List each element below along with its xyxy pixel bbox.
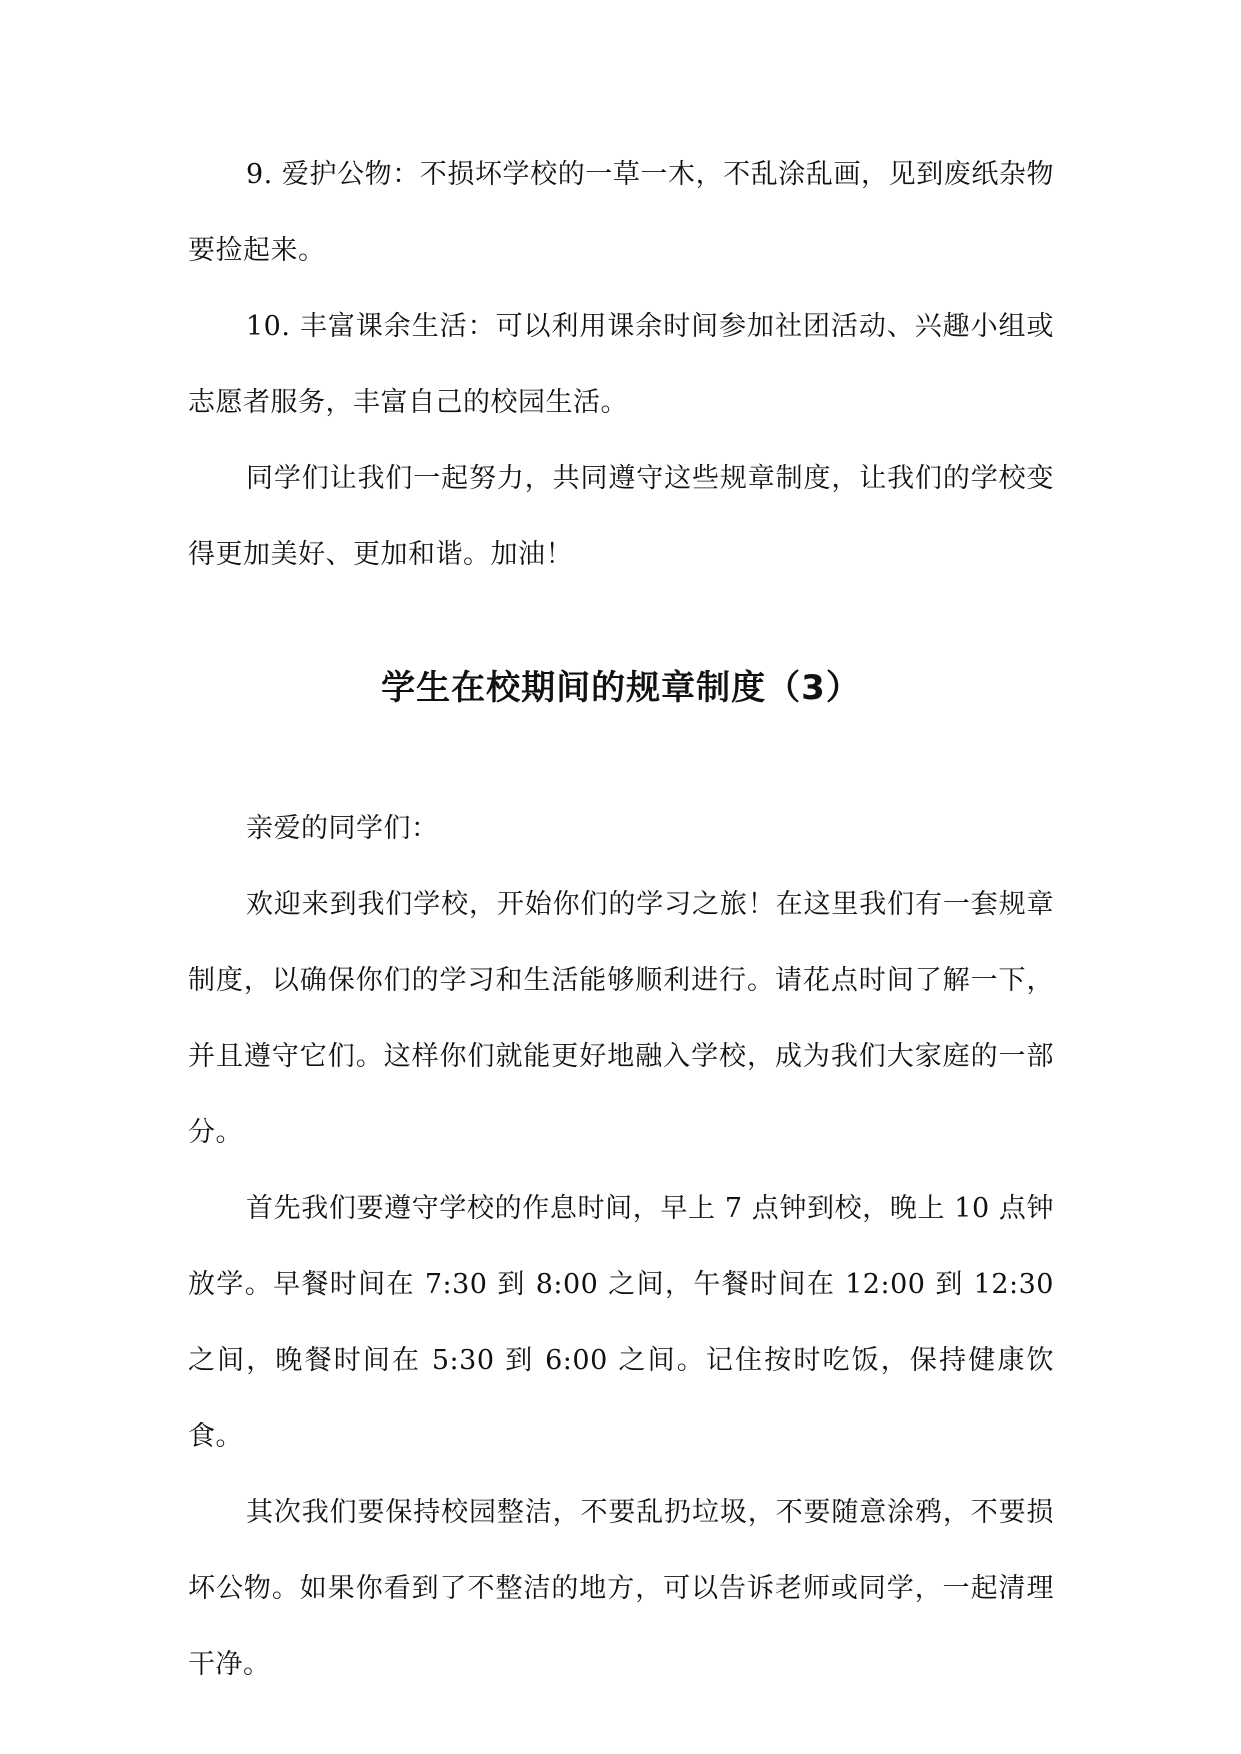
paragraph-welcome: 欢迎来到我们学校，开始你们的学习之旅！在这里我们有一套规章制度，以确保你们的学习和生活能够顺利进行。请花点时间了解一下，并且遵守它们。这样你们就能更好地融入学校，成为我们大家庭的一部分。 [188, 889, 1054, 1148]
paragraph-closing: 同学们让我们一起努力，共同遵守这些规章制度，让我们的学校变得更加美好、更加和谐。加油！ [188, 463, 1054, 570]
paragraph-greeting: 亲爱的同学们： [246, 813, 439, 844]
paragraph-cleanliness: 其次我们要保持校园整洁，不要乱扔垃圾，不要随意涂鸦，不要损坏公物。如果你看到了不整洁的地方，可以告诉老师或同学，一起清理干净。 [188, 1497, 1054, 1680]
paragraph-schedule: 首先我们要遵守学校的作息时间，早上 7 点钟到校，晚上 10 点钟放学。早餐时间在 7:30 到 8:00 之间，午餐时间在 12:00 到 12:30 之间，晚餐时间在 5:30 到 6:00 之间。记住按时吃饭，保持健康饮食。 [188, 1193, 1054, 1452]
paragraph-rule-9: 9. 爱护公物：不损坏学校的一草一木，不乱涂乱画，见到废纸杂物要捡起来。 [188, 159, 1054, 266]
document-body [188, 137, 1054, 1703]
section-title: 学生在校期间的规章制度（3） [381, 668, 861, 708]
paragraph-rule-10: 10. 丰富课余生活：可以利用课余时间参加社团活动、兴趣小组或志愿者服务，丰富自己的校园生活。 [188, 311, 1054, 418]
